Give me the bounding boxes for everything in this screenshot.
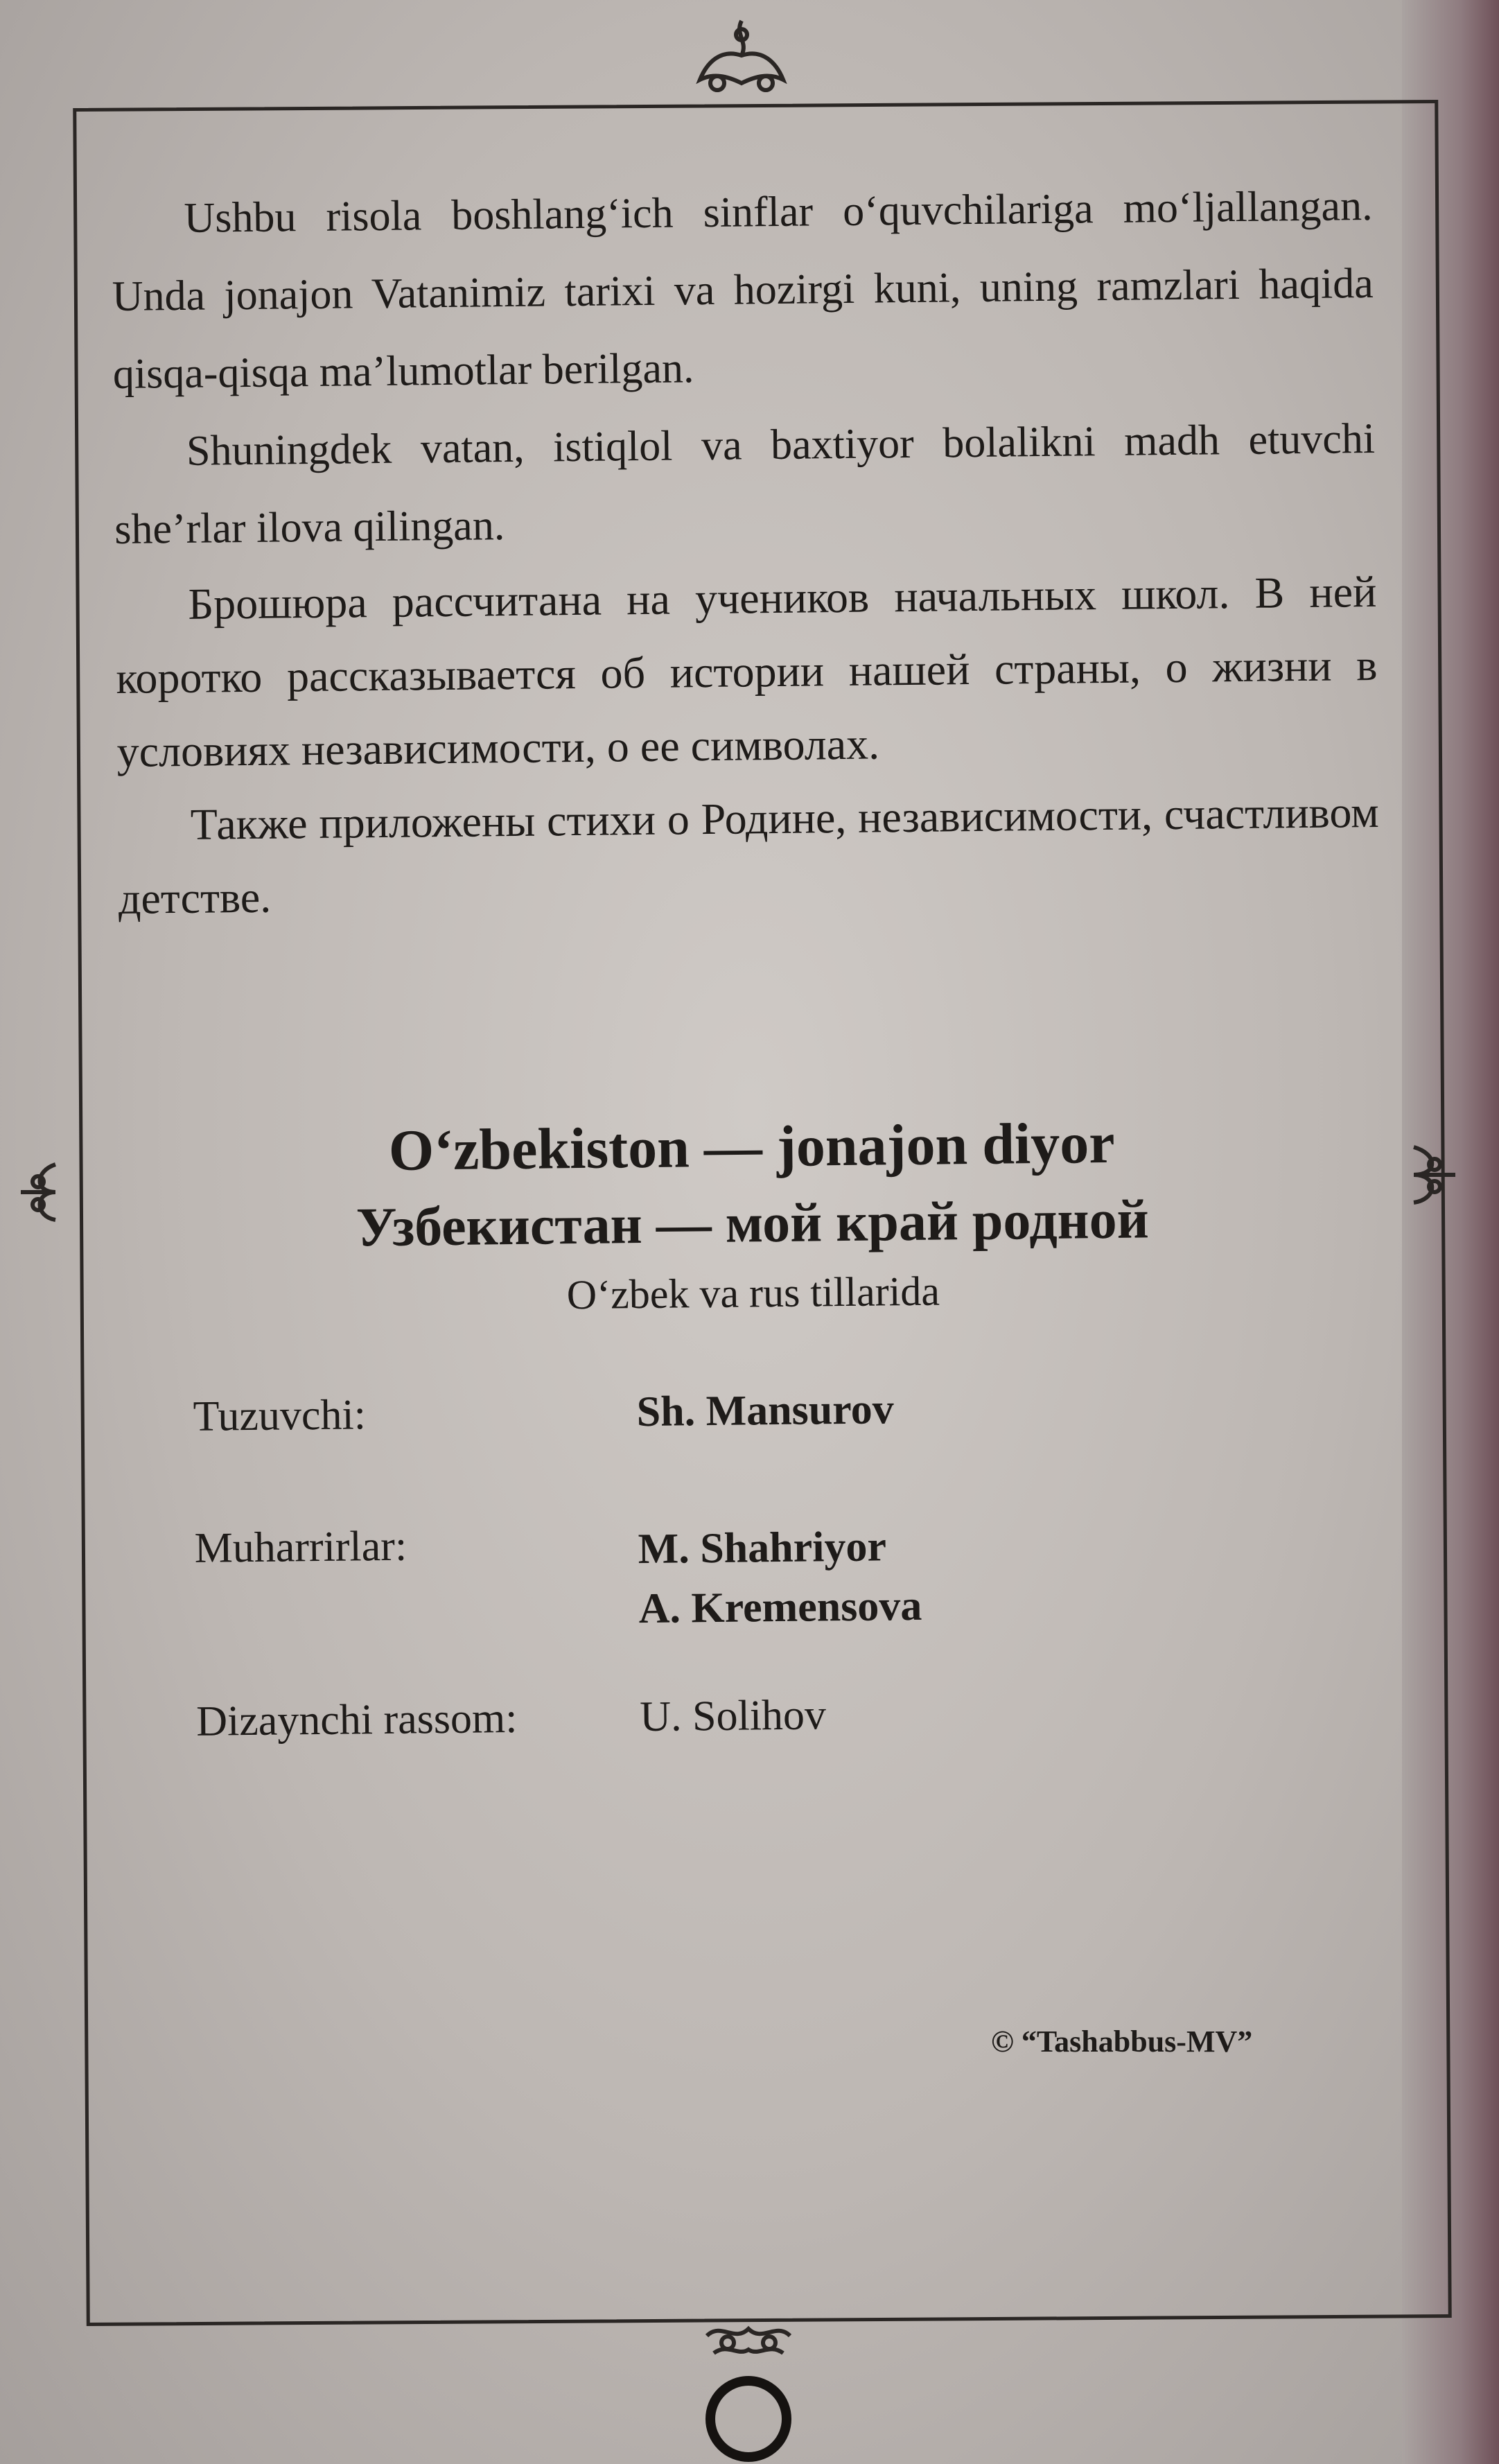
russian-paragraph-1 xyxy=(115,555,1378,789)
designer-name: U. Solihov xyxy=(639,1691,827,1741)
russian-annotation xyxy=(115,555,1380,936)
designer-label: Dizaynchi rassom: xyxy=(195,1694,518,1745)
russian-paragraph-1-text: Брошюра рассчитана на учеников начальных школ. В ней коротко рассказывается об истории нашей страны, о жизни в условиях независимости, о ее символах. xyxy=(116,566,1378,776)
title-subtitle: O‘zbek va rus tillarida xyxy=(566,1268,940,1318)
book-title-block xyxy=(121,1103,1384,1331)
left-ornament-icon xyxy=(14,1151,69,1234)
russian-paragraph-2-text: Также приложены стихи о Родине, независимости, счастливом детстве. xyxy=(118,787,1380,923)
title-uzbek: O‘zbekiston — jonajon diyor xyxy=(388,1110,1115,1183)
editors-label: Muharrirlar: xyxy=(194,1522,407,1572)
top-ornament-icon xyxy=(686,14,797,97)
russian-paragraph-2 xyxy=(117,776,1380,936)
bottom-ornament-icon xyxy=(686,2315,811,2464)
editors-names xyxy=(638,1517,922,1639)
editor-name: M. Shahriyor xyxy=(638,1523,887,1573)
compiler-label: Tuzuvchi: xyxy=(193,1391,367,1440)
editor-name: A. Kremensova xyxy=(638,1582,922,1633)
uzbek-annotation xyxy=(111,167,1376,568)
uzbek-paragraph-2-text: Shuningdek vatan, istiqlol va baxtiyor bolalikni madh etuvchi she’rlar ilova qilingan. xyxy=(114,414,1376,553)
uzbek-paragraph-1 xyxy=(111,167,1374,413)
compiler-name: Sh. Mansurov xyxy=(636,1386,894,1436)
uzbek-paragraph-2 xyxy=(114,400,1376,568)
copyright-notice: © “Tashabbus-MV” xyxy=(991,2025,1253,2059)
right-ornament-icon xyxy=(1400,1137,1462,1213)
title-russian: Узбекистан — мой край родной xyxy=(356,1189,1150,1259)
uzbek-paragraph-1-text: Ushbu risola boshlang‘ich sinflar o‘quvchilariga mo‘ljallangan. Unda jonajon Vatanimiz tarixi va hozirgi kuni, uning ramzlari haqida qisqa-qisqa ma’lumotlar berilgan. xyxy=(112,182,1374,398)
